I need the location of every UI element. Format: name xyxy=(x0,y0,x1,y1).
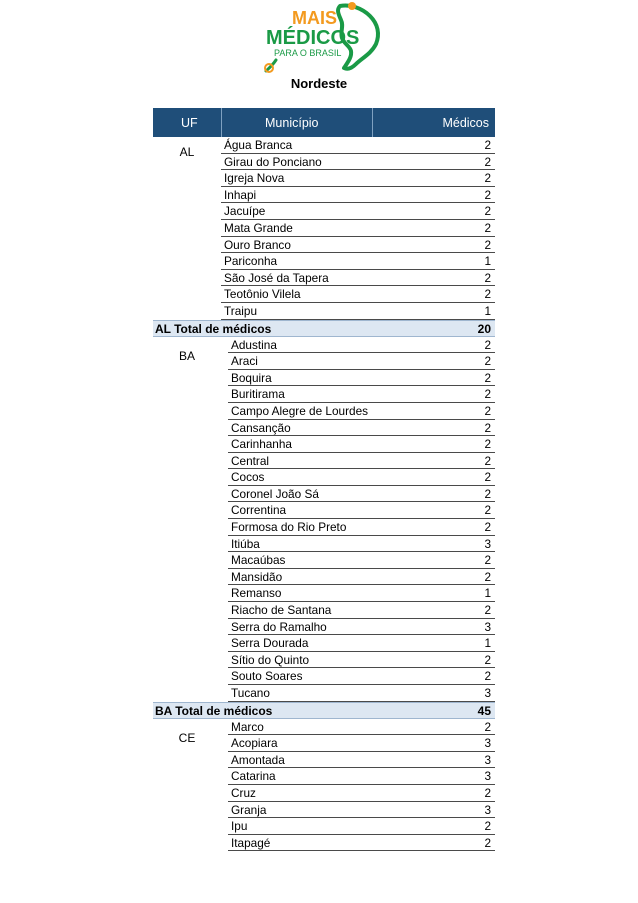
municipio-cell: Araci xyxy=(231,354,258,369)
table-row xyxy=(228,802,495,819)
medicos-cell: 3 xyxy=(484,736,491,751)
table-row xyxy=(228,436,495,453)
municipio-cell: Cansanção xyxy=(231,420,291,435)
medicos-cell: 2 xyxy=(484,138,491,152)
municipio-cell: Mansidão xyxy=(231,569,283,584)
medicos-cell: 2 xyxy=(484,785,491,800)
municipio-cell: Granja xyxy=(231,802,267,817)
medicos-cell: 2 xyxy=(484,370,491,385)
medicos-cell: 1 xyxy=(484,303,491,318)
medicos-cell: 2 xyxy=(484,171,491,186)
svg-text:MAIS: MAIS xyxy=(292,8,337,28)
municipio-cell: Ipu xyxy=(231,819,248,834)
medicos-cell: 1 xyxy=(484,636,491,651)
medicos-cell: 2 xyxy=(484,204,491,219)
table-row xyxy=(228,652,495,669)
table-row xyxy=(221,253,495,270)
table-row xyxy=(221,137,495,154)
total-label: BA Total de médicos xyxy=(155,703,273,718)
table-row xyxy=(221,170,495,187)
header-divider xyxy=(372,108,373,137)
medicos-cell: 2 xyxy=(484,287,491,302)
table-row xyxy=(228,835,495,852)
header-municipio: Município xyxy=(265,116,319,130)
medicos-cell: 3 xyxy=(484,802,491,817)
municipio-cell: Coronel João Sá xyxy=(231,486,319,501)
total-value: 45 xyxy=(477,703,491,718)
table-row xyxy=(228,502,495,519)
medicos-cell: 3 xyxy=(484,769,491,784)
table-row xyxy=(221,154,495,171)
municipio-cell: Souto Soares xyxy=(231,669,303,684)
municipio-cell: Tucano xyxy=(231,686,270,700)
medicos-cell: 2 xyxy=(484,337,491,352)
table-row xyxy=(228,353,495,370)
table-row xyxy=(221,286,495,303)
medicos-cell: 2 xyxy=(484,453,491,468)
medicos-cell: 3 xyxy=(484,686,491,700)
medicos-cell: 2 xyxy=(484,354,491,369)
table-row xyxy=(228,469,495,486)
municipio-cell: Catarina xyxy=(231,769,276,784)
municipio-cell: Serra do Ramalho xyxy=(231,619,327,634)
municipio-cell: Boquira xyxy=(231,370,272,385)
table-row xyxy=(221,203,495,220)
total-row xyxy=(153,702,495,719)
municipio-cell: Ouro Branco xyxy=(224,237,291,252)
municipio-cell: Teotônio Vilela xyxy=(224,287,301,302)
table-row xyxy=(228,403,495,420)
medicos-cell: 3 xyxy=(484,752,491,767)
table-row xyxy=(228,735,495,752)
municipio-cell: Formosa do Rio Preto xyxy=(231,520,347,535)
municipio-cell: Adustina xyxy=(231,337,277,352)
table-row xyxy=(228,635,495,652)
medicos-cell: 1 xyxy=(484,254,491,269)
uf-cell: BA xyxy=(178,348,195,363)
page-title: Nordeste xyxy=(290,76,348,91)
municipio-cell: Girau do Ponciano xyxy=(224,154,322,169)
municipio-cell: Remanso xyxy=(231,586,282,601)
medicos-cell: 2 xyxy=(484,520,491,535)
municipio-cell: Carinhanha xyxy=(231,437,292,452)
table-row xyxy=(228,685,495,702)
medicos-cell: 3 xyxy=(484,536,491,551)
municipio-cell: Campo Alegre de Lourdes xyxy=(231,403,369,418)
medicos-cell: 2 xyxy=(484,154,491,169)
medicos-cell: 2 xyxy=(484,420,491,435)
medicos-cell: 2 xyxy=(484,387,491,402)
municipio-cell: Serra Dourada xyxy=(231,636,309,651)
table-row xyxy=(228,536,495,553)
municipio-cell: Amontada xyxy=(231,752,285,767)
municipio-cell: Mata Grande xyxy=(224,220,293,235)
municipio-cell: Acopiara xyxy=(231,736,278,751)
municipio-cell: Cocos xyxy=(231,470,265,485)
municipio-cell: Pariconha xyxy=(224,254,278,269)
table-row xyxy=(228,785,495,802)
medicos-cell: 2 xyxy=(484,270,491,285)
medicos-cell: 2 xyxy=(484,437,491,452)
medicos-cell: 2 xyxy=(484,486,491,501)
uf-cell: AL xyxy=(179,145,195,159)
municipio-cell: Itiúba xyxy=(231,536,260,551)
uf-group xyxy=(153,337,495,702)
total-value: 20 xyxy=(477,321,491,336)
doctors-table xyxy=(153,108,495,851)
table-row xyxy=(221,220,495,237)
medicos-cell: 2 xyxy=(484,187,491,202)
table-row xyxy=(228,370,495,387)
medicos-cell: 2 xyxy=(484,669,491,684)
table-row xyxy=(228,453,495,470)
svg-text:PARA O BRASIL: PARA O BRASIL xyxy=(274,48,342,58)
table-row xyxy=(228,420,495,437)
municipio-cell: São José da Tapera xyxy=(224,270,329,285)
table-row xyxy=(221,237,495,254)
table-row xyxy=(228,337,495,354)
municipio-cell: Central xyxy=(231,453,270,468)
medicos-cell: 2 xyxy=(484,569,491,584)
medicos-cell: 2 xyxy=(484,403,491,418)
table-row xyxy=(228,668,495,685)
medicos-cell: 1 xyxy=(484,586,491,601)
table-row xyxy=(228,585,495,602)
total-row xyxy=(153,320,495,337)
medicos-cell: 2 xyxy=(484,819,491,834)
table-row xyxy=(228,386,495,403)
table-header xyxy=(153,108,495,137)
medicos-cell: 2 xyxy=(484,719,491,734)
medicos-cell: 2 xyxy=(484,470,491,485)
municipio-cell: Sítio do Quinto xyxy=(231,652,310,667)
table-row xyxy=(228,602,495,619)
table-row xyxy=(221,303,495,320)
table-row xyxy=(228,569,495,586)
municipio-cell: Jacuípe xyxy=(224,204,266,219)
municipio-cell: Marco xyxy=(231,719,264,734)
municipio-cell: Macaúbas xyxy=(231,553,286,568)
municipio-cell: Inhapi xyxy=(224,187,257,202)
medicos-cell: 2 xyxy=(484,220,491,235)
municipio-cell: Igreja Nova xyxy=(224,171,285,186)
medicos-cell: 2 xyxy=(484,652,491,667)
medicos-cell: 2 xyxy=(484,603,491,618)
table-row xyxy=(228,818,495,835)
table-row xyxy=(228,768,495,785)
uf-group xyxy=(153,137,495,320)
table-row xyxy=(228,552,495,569)
municipio-cell: Buritirama xyxy=(231,387,285,402)
table-row xyxy=(228,619,495,636)
header-uf: UF xyxy=(181,116,198,130)
total-label: AL Total de médicos xyxy=(155,321,272,336)
municipio-cell: Itapagé xyxy=(231,835,271,850)
header-divider xyxy=(221,108,222,137)
municipio-cell: Correntina xyxy=(231,503,287,518)
medicos-cell: 2 xyxy=(484,503,491,518)
medicos-cell: 2 xyxy=(484,553,491,568)
medicos-cell: 3 xyxy=(484,619,491,634)
medicos-cell: 2 xyxy=(484,835,491,850)
uf-cell: CE xyxy=(178,730,196,745)
medicos-cell: 2 xyxy=(484,237,491,252)
table-row xyxy=(228,519,495,536)
table-row xyxy=(228,486,495,503)
svg-text:MÉDICOS: MÉDICOS xyxy=(266,27,360,49)
municipio-cell: Cruz xyxy=(231,785,256,800)
municipio-cell: Riacho de Santana xyxy=(231,603,332,618)
mais-medicos-logo xyxy=(252,2,386,74)
table-row xyxy=(228,752,495,769)
table-row xyxy=(221,187,495,204)
table-row xyxy=(221,270,495,287)
header-medicos: Médicos xyxy=(442,116,489,130)
municipio-cell: Água Branca xyxy=(224,138,293,152)
uf-group xyxy=(153,719,495,852)
municipio-cell: Traipu xyxy=(224,303,258,318)
table-body xyxy=(153,137,495,851)
table-row xyxy=(228,719,495,736)
